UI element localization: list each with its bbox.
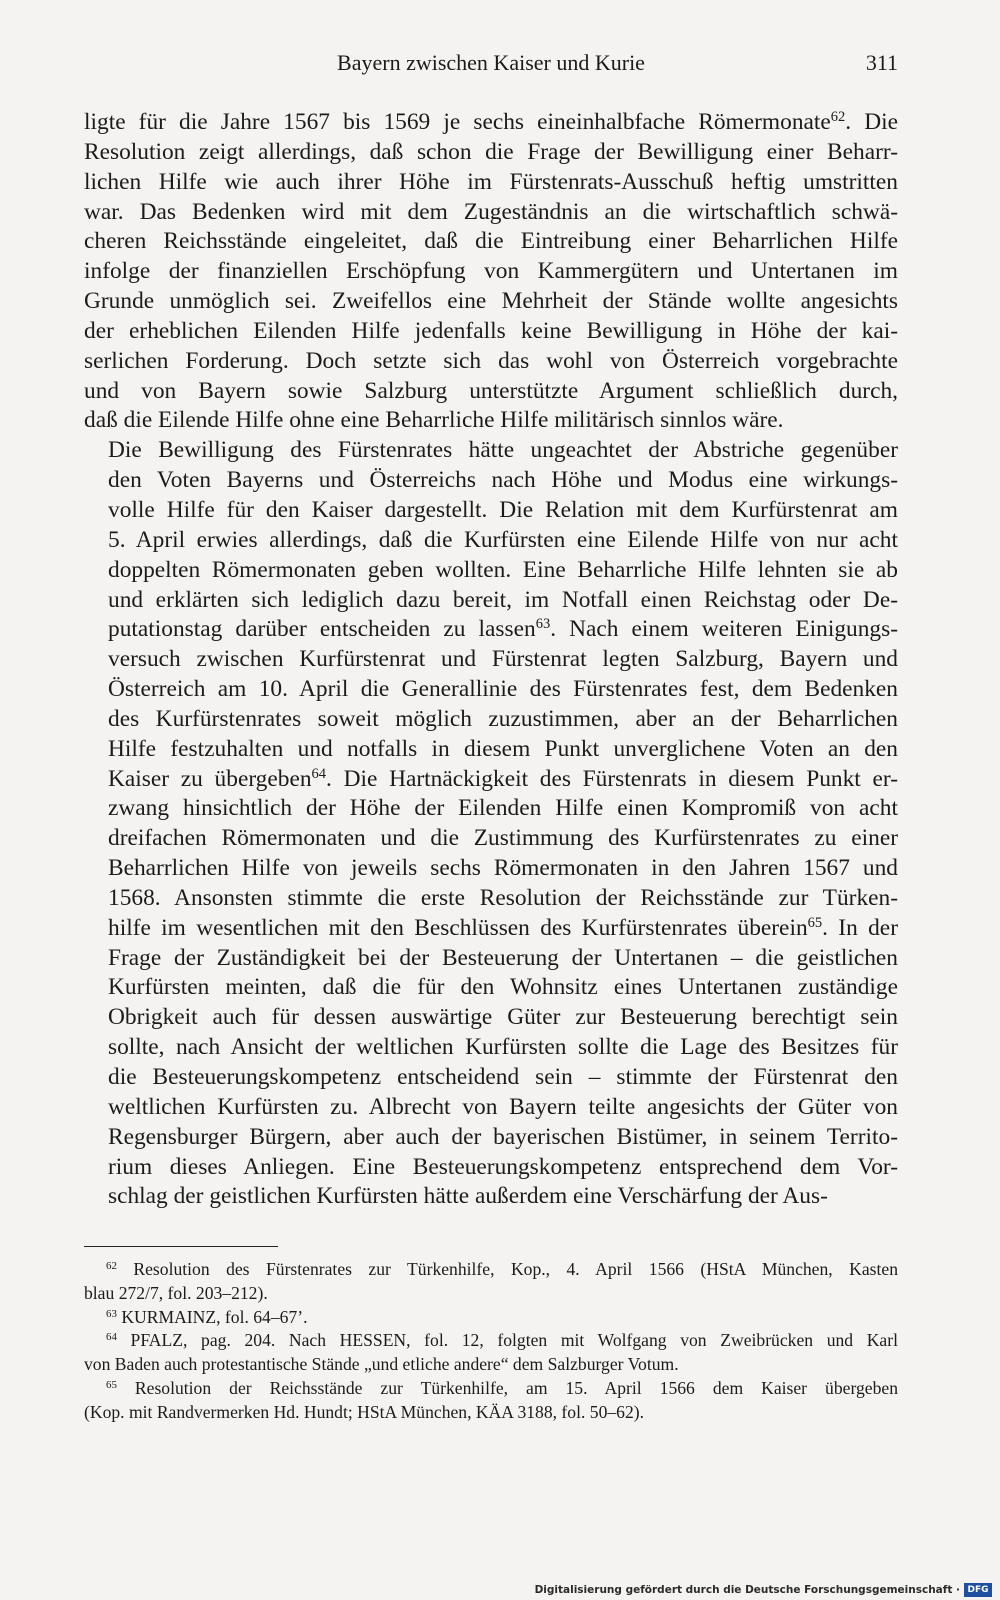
text-line [84, 406, 898, 436]
footnotes [84, 1258, 898, 1425]
footnote-line [84, 1282, 898, 1306]
footnote-number: 65 [106, 1378, 117, 1391]
footnote-text: Resolution des Fürstenrates zur Türkenhilfe, Kop., 4. April 1566 (HStA München, Kasten [133, 1259, 899, 1279]
text-line [84, 794, 898, 824]
text-line [84, 1003, 898, 1033]
dfg-logo: DFG [964, 1583, 992, 1597]
text-run: Frage der Zuständigkeit bei der Besteuerung der Untertanen – die geistlichen [108, 944, 898, 971]
text-line [84, 735, 898, 765]
text-line [84, 824, 898, 854]
text-run: den Voten Bayerns und Österreichs nach Höhe und Modus eine wirkungs- [108, 467, 898, 494]
text-line [84, 347, 898, 377]
footnote-text: Resolution der Reichsstände zur Türkenhilfe, am 15. April 1566 dem Kaiser übergeben [134, 1377, 898, 1398]
text-run: versuch zwischen Kurfürstenrat und Fürstenrat legten Salzburg, Bayern und [108, 646, 898, 673]
text-line [84, 586, 898, 616]
text-line [84, 496, 898, 526]
text-run: Regensburger Bürgern, aber auch der bayerischen Bistümer, in seinem Territo- [108, 1123, 898, 1150]
text-line [84, 944, 898, 974]
text-line [84, 556, 898, 586]
text-line [84, 1182, 898, 1212]
footnote [84, 1306, 898, 1330]
text-run: die Besteuerungskompetenz entscheidend sein – stimmte der Fürstenrat den [108, 1064, 898, 1090]
footnote-ref[interactable]: 62 [830, 109, 846, 126]
text-run: doppelten Römermonaten geben wollten. Eine Beharrliche Hilfe lehnten sie ab [108, 556, 898, 583]
text-line [84, 1033, 898, 1063]
text-run: Grunde unmöglich sei. Zweifellos eine Mehrheit der Stände wollte angesichts [84, 288, 898, 315]
footnote [84, 1329, 898, 1377]
text-run: . In der [822, 914, 898, 941]
text-line [84, 765, 898, 795]
text-line [84, 257, 898, 287]
footnote-line [84, 1306, 898, 1330]
text-line [84, 198, 898, 228]
text-run: Hilfe festzuhalten und notfalls in diesem Punkt unverglichene Voten an den [108, 735, 898, 762]
text-line [84, 675, 898, 705]
text-run: serlichen Forderung. Doch setzte sich das wohl von Österreich vorgebrachte [84, 347, 898, 374]
running-head-title: Bayern zwischen Kaiser und Kurie [337, 50, 645, 75]
footnote-ref[interactable]: 65 [807, 914, 823, 931]
footnote-text: blau 272/7, fol. 203–212). [84, 1282, 268, 1303]
footnote-text: (Kop. mit Randvermerken Hd. Hundt; HStA München, KÄA 3188, fol. 50–62). [84, 1401, 645, 1422]
text-run: schlag der geistlichen Kurfürsten hätte außerdem eine Verschärfung der Aus- [108, 1183, 828, 1210]
text-run: Österreich am 10. April die Generallinie des Fürstenrates fest, dem Bedenken [108, 676, 898, 703]
text-line [84, 108, 898, 138]
text-run: der erheblichen Eilenden Hilfe jedenfalls keine Bewilligung in Höhe der kai- [84, 317, 898, 344]
text-run: Kurfürsten meinten, daß die für den Wohnsitz eines Untertanen zuständige [108, 974, 898, 1001]
footnote [84, 1258, 898, 1306]
text-line [84, 466, 898, 496]
text-line [84, 1123, 898, 1153]
text-run: 1568. Ansonsten stimmte die erste Resolution der Reichsstände zur Türken- [108, 884, 898, 911]
text-line [84, 645, 898, 675]
text-line [84, 1063, 898, 1093]
paragraph [84, 108, 898, 436]
footnote-ref[interactable]: 63 [535, 616, 551, 633]
running-head [84, 50, 898, 80]
text-line [84, 884, 898, 914]
text-line [84, 287, 898, 317]
footnote [84, 1377, 898, 1425]
digitization-note: Digitalisierung gefördert durch die Deutsche Forschungsgemeinschaft · [534, 1584, 960, 1596]
footnote-text: KURMAINZ, fol. 64–67’. [121, 1306, 308, 1327]
text-line [84, 526, 898, 556]
footnote-line [84, 1258, 898, 1282]
footnote-line [84, 1329, 898, 1353]
text-run: Beharrlichen Hilfe von jeweils sechs Römermonaten in den Jahren 1567 und [108, 855, 898, 882]
text-line [84, 705, 898, 735]
text-run: und erklärten sich lediglich dazu bereit, im Notfall einen Reichstag oder De- [108, 586, 898, 613]
text-line [84, 973, 898, 1003]
text-run: . Nach einem weiteren Einigungs- [550, 616, 899, 643]
footnote-separator [84, 1246, 278, 1247]
text-line [84, 1093, 898, 1123]
footnote-number: 63 [106, 1307, 117, 1320]
text-run: Die Bewilligung des Fürstenrates hätte ungeachtet der Abstriche gegenüber [108, 437, 898, 464]
text-run: . Die [845, 109, 899, 135]
text-line [84, 436, 898, 466]
text-run: infolge der finanziellen Erschöpfung von Kammergütern und Untertanen im [84, 258, 898, 285]
footnote-line [84, 1353, 898, 1377]
text-line [84, 227, 898, 257]
text-run: und von Bayern sowie Salzburg unterstützte Argument schließlich durch, [84, 377, 898, 404]
main-text [84, 108, 898, 1212]
text-run: Kaiser zu übergeben [108, 765, 312, 792]
footnote-number: 64 [106, 1331, 117, 1344]
text-run: sollte, nach Ansicht der weltlichen Kurfürsten sollte die Lage des Besitzes für [108, 1034, 898, 1061]
text-line [84, 854, 898, 884]
text-line [84, 615, 898, 645]
paragraph [84, 436, 898, 1212]
text-run: . Die Hartnäckigkeit des Fürstenrats in diesem Punkt er- [326, 765, 899, 792]
text-run: Obrigkeit auch für dessen auswärtige Güter zur Besteuerung berechtigt sein [108, 1004, 898, 1031]
text-run: putationstag darüber entscheiden zu lassen [108, 616, 536, 643]
text-run: zwang hinsichtlich der Höhe der Eilenden Hilfe einen Kompromiß von acht [108, 795, 898, 822]
text-run: ligte für die Jahre 1567 bis 1569 je sechs eineinhalbfache Römermonate [84, 109, 831, 135]
text-run: rium dieses Anliegen. Eine Besteuerungskompetenz entsprechend dem Vor- [108, 1153, 898, 1180]
text-run: cheren Reichsstände eingeleitet, daß die Eintreibung einer Beharrlichen Hilfe [84, 228, 898, 255]
text-run: hilfe im wesentlichen mit den Beschlüssen des Kurfürstenrates überein [108, 914, 808, 941]
text-line [84, 168, 898, 198]
page-number: 311 [865, 50, 898, 75]
text-run: volle Hilfe für den Kaiser dargestellt. Die Relation mit dem Kurfürstenrat am [108, 496, 898, 523]
text-run: des Kurfürstenrates soweit möglich zuzustimmen, aber an der Beharrlichen [108, 705, 898, 732]
footnote-text: PFALZ, pag. 204. Nach HESSEN, fol. 12, folgten mit Wolfgang von Zweibrücken und Karl [130, 1330, 898, 1351]
text-run: Resolution zeigt allerdings, daß schon die Frage der Bewilligung einer Beharr- [84, 138, 898, 165]
text-line [84, 377, 898, 407]
text-line [84, 138, 898, 168]
text-run: war. Das Bedenken wird mit dem Zugeständnis an die wirtschaftlich schwä- [84, 198, 898, 225]
text-line [84, 914, 898, 944]
text-run: lichen Hilfe wie auch ihrer Höhe im Fürstenrats-Ausschuß heftig umstritten [84, 168, 898, 195]
footnote-line [84, 1401, 898, 1425]
text-line [84, 1153, 898, 1183]
text-line [84, 317, 898, 347]
footnote-text: von Baden auch protestantische Stände „und etliche andere“ dem Salzburger Votum. [84, 1354, 679, 1375]
text-run: 5. April erwies allerdings, daß die Kurfürsten eine Eilende Hilfe von nur acht [108, 526, 898, 553]
text-run: weltlichen Kurfürsten zu. Albrecht von Bayern teilte angesichts der Güter von [108, 1093, 898, 1120]
text-run: dreifachen Römermonaten und die Zustimmung des Kurfürstenrates zu einer [108, 825, 898, 852]
text-run: daß die Eilende Hilfe ohne eine Beharrliche Hilfe militärisch sinnlos wäre. [84, 407, 784, 434]
footnote-number: 62 [106, 1260, 117, 1272]
footnote-line [84, 1377, 898, 1401]
footnote-ref[interactable]: 64 [311, 765, 327, 782]
